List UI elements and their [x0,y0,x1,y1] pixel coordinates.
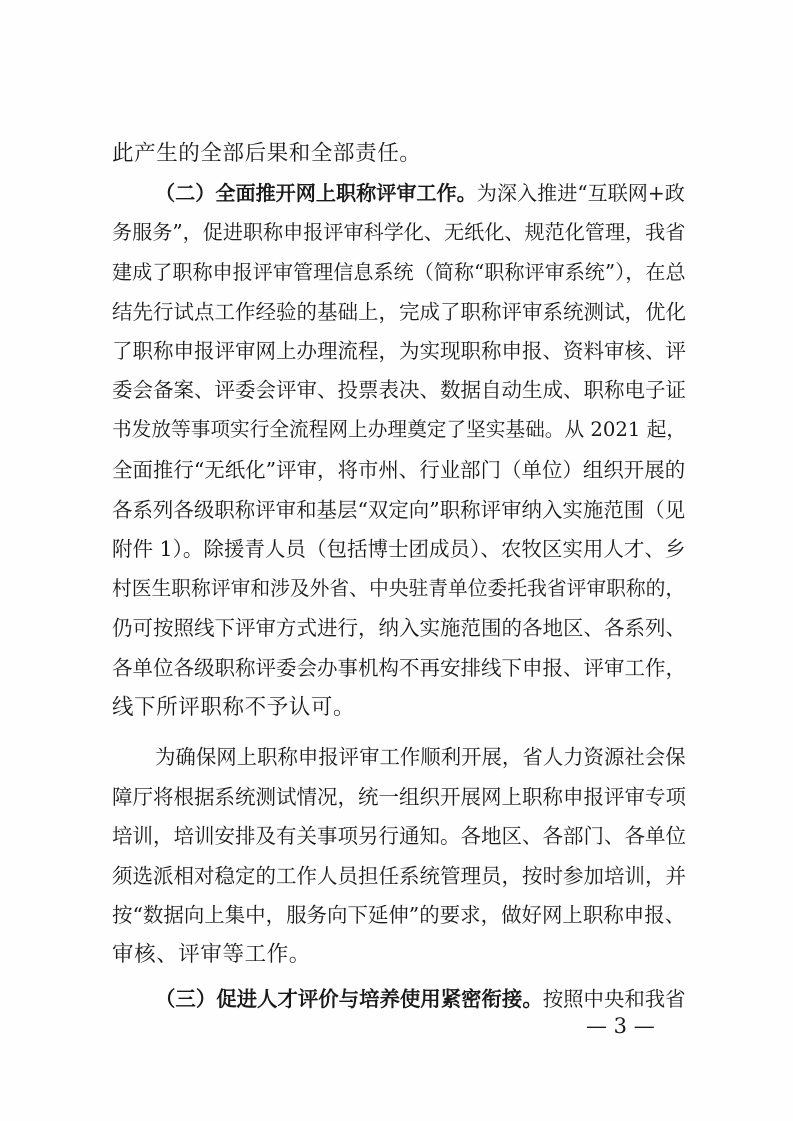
section-heading-line: （二）全面推开网上职称评审工作。为深入推进“互联网+政 [155,181,685,205]
paragraph-line: 村医生职称评审和涉及外省、中央驻青单位委托我省评审职称的， [112,577,686,600]
paragraph-line: 务服务”，促进职称申报评审科学化、无纸化、规范化管理，我省 [112,220,686,244]
paragraph-line: 审核、评审等工作。 [112,942,311,967]
paragraph-line: 线下所评职称不予认可。 [112,695,356,720]
page-number: — 3 — [586,1014,655,1038]
section-heading-line: （三）促进人才评价与培养使用紧密衔接。按照中央和我省 [155,987,686,1011]
paragraph-line: 全面推行“无纸化”评审，将市州、行业部门（单位）组织开展的 [112,458,686,482]
paragraph-line: 结先行试点工作经验的基础上，完成了职称评审系统测试，优化 [112,300,686,324]
paragraph-line: 各单位各级职称评委会办事机构不再安排线下申报、评审工作， [112,656,686,680]
paragraph-line: 了职称申报评审网上办理流程，为实现职称申报、资料审核、评 [112,339,686,363]
paragraph-line: 委会备案、评委会评审、投票表决、数据自动生成、职称电子证 [112,378,686,402]
paragraph-line: 书发放等事项实行全流程网上办理奠定了坚实基础。从 2021 起， [112,418,687,441]
paragraph-line: 按“数据向上集中，服务向下延伸”的要求，做好网上职称申报、 [112,903,686,927]
paragraph-line: 建成了职称申报评审管理信息系统（简称“职称评审系统”），在总 [112,260,686,284]
paragraph-line: 各系列各级职称评审和基层“双定向”职称评审纳入实施范围（见 [112,498,686,522]
section-heading: （二）全面推开网上职称评审工作。 [155,181,477,205]
paragraph-line: 为确保网上职称申报评审工作顺利开展，省人力资源社会保 [155,745,686,769]
paragraph-line: 障厅将根据系统测试情况，统一组织开展网上职称申报评审专项 [112,785,686,809]
paragraph-line: 附件 1）。除援青人员（包括博士团成员）、农牧区实用人才、乡 [112,537,686,561]
paragraph-line: 须选派相对稳定的工作人员担任系统管理员，按时参加培训，并 [112,864,686,888]
paragraph-line: 培训，培训安排及有关事项另行通知。各地区、各部门、各单位 [112,824,686,848]
paragraph-line: 此产生的全部后果和全部责任。 [112,141,422,166]
section-heading: （三）促进人才评价与培养使用紧密衔接。 [155,987,543,1011]
paragraph-line: 仍可按照线下评审方式进行，纳入实施范围的各地区、各系列、 [112,616,686,640]
